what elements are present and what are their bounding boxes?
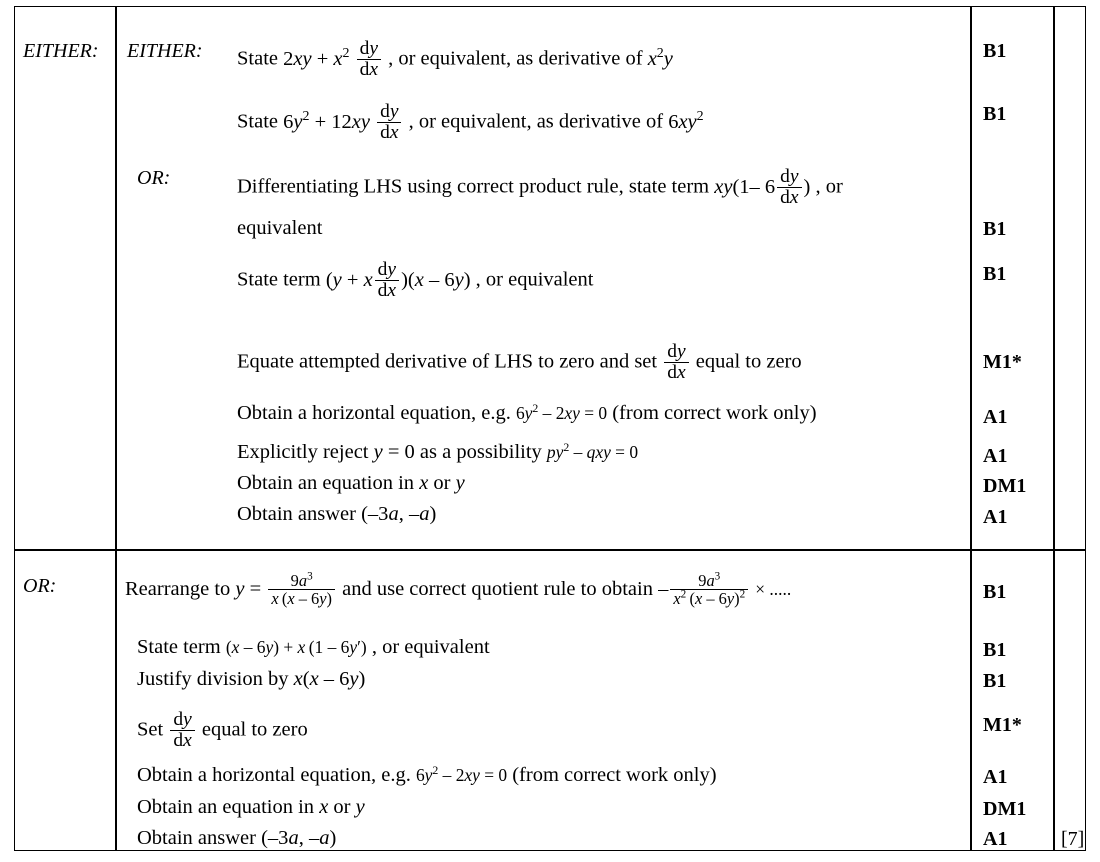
column-divider-2 (970, 7, 972, 850)
statement-text: Explicitly reject (237, 441, 369, 463)
math-expression-end: y (355, 796, 365, 818)
statement-text: Obtain a horizontal equation, e.g. (137, 764, 411, 786)
column-divider-3 (1053, 7, 1055, 850)
statement-text: Set (137, 718, 164, 741)
total-marks: [7] (1061, 828, 1085, 850)
statement-text-mid: , or equivalent, as derivative of (388, 47, 643, 70)
statement-row-5 (237, 342, 962, 384)
column-divider-1 (115, 7, 117, 850)
statement-text-mid: or (333, 796, 351, 818)
statement-row-2 (237, 102, 957, 144)
mark-cell: B1 (983, 639, 1007, 661)
math-expression: $\frac{dy}{dx}$ (168, 719, 202, 741)
statement-text-mid: or (433, 472, 451, 494)
mark-cell: DM1 (983, 475, 1027, 497)
math-expression-end: – $\frac{9a^3}{x^2 (x - 6y)^2}$ × ..... (658, 570, 792, 609)
mark-cell: B1 (983, 103, 1007, 125)
statement-row-4 (237, 260, 957, 302)
statement-text: Rearrange to (125, 578, 231, 601)
statement-text-mid: , or equivalent (371, 636, 490, 658)
math-expression-end: $x^2y$ (647, 45, 673, 70)
mark-cell: M1* (983, 714, 1022, 736)
math-expression: (y + x $\frac{dy}{dx}$ )(x – 6y) (325, 259, 476, 302)
mark-cell: B1 (983, 670, 1007, 692)
mark-cell: M1* (983, 351, 1022, 373)
statement-text-mid: (from correct work only) (612, 402, 817, 424)
statement-text-mid: (from correct work only) (512, 764, 717, 786)
statement-text: State (237, 47, 278, 70)
statement-text: Obtain an equation in (137, 796, 315, 818)
math-expression: xy(1– 6 $\frac{dy}{dx}$ ) (714, 166, 816, 209)
math-expression: $6y^2 - 2xy = 0$ (415, 763, 508, 785)
math-expression: $6y^2 + 12xy$ $\frac{dy}{dx}$ (283, 111, 408, 133)
mark-cell: A1 (983, 828, 1008, 850)
statement-text-mid: equal to zero (695, 350, 802, 373)
or-statement-row-3 (137, 668, 957, 692)
statement-text-mid: as a possibility (419, 441, 542, 463)
statement-row-1 (237, 39, 957, 81)
statement-text: Justify division by (137, 668, 289, 690)
mark-scheme-table (14, 6, 1086, 851)
statement-text: Obtain answer (237, 503, 356, 525)
or-statement-row-4 (137, 710, 957, 752)
math-expression: x(x – 6y) (293, 668, 366, 690)
statement-row-6 (237, 402, 962, 426)
or-statement-row-5 (137, 764, 957, 788)
math-expression-end: $6xy^2$ (668, 108, 704, 133)
math-expression-end: $py^2$ – qxy = 0 (546, 440, 639, 462)
statement-text: Obtain answer (137, 827, 256, 849)
statement-row-8 (237, 472, 962, 496)
label-either-inner: EITHER: (127, 40, 203, 62)
statement-text: Equate attempted derivative of LHS to zero and set (237, 350, 658, 373)
math-expression: (–3a, –a) (361, 503, 437, 525)
mark-cell: DM1 (983, 798, 1027, 820)
math-expression: x (419, 472, 429, 494)
mark-cell: B1 (983, 40, 1007, 62)
or-statement-row-2 (137, 636, 957, 660)
math-expression: y = $\frac{9a^3}{x (x - 6y)}$ (235, 578, 342, 600)
statement-text: State term (237, 268, 321, 291)
mark-cell: A1 (983, 506, 1008, 528)
statement-row-7 (237, 441, 962, 465)
or-statement-row-1 (125, 572, 960, 607)
statement-row-9 (237, 503, 962, 527)
or-statement-row-6 (137, 796, 957, 820)
statement-text-mid: equal to zero (201, 718, 308, 741)
statement-row-3-cont: equivalent (237, 217, 323, 239)
math-expression: $6y^2 - 2xy = 0$ (515, 401, 608, 423)
math-expression: (x – 6y) + x (1 – 6y′) (225, 637, 367, 657)
mark-cell: A1 (983, 445, 1008, 467)
math-expression-end: y (455, 472, 465, 494)
math-expression: x (319, 796, 329, 818)
mark-cell: A1 (983, 766, 1008, 788)
statement-text: State (237, 110, 278, 133)
label-either-outer: EITHER: (23, 40, 99, 62)
statement-text: State term (137, 636, 221, 658)
statement-text-mid: , or equivalent, as derivative of (408, 110, 664, 133)
statement-text-mid: , or (815, 175, 843, 198)
statement-text: Obtain a horizontal equation, e.g. (237, 402, 511, 424)
statement-row-3 (237, 167, 962, 209)
statement-text-mid: , or equivalent (475, 268, 594, 291)
label-or-inner: OR: (137, 167, 171, 189)
label-or-outer: OR: (23, 575, 57, 597)
mark-cell: B1 (983, 581, 1007, 603)
statement-text: Obtain an equation in (237, 472, 415, 494)
section-divider (15, 549, 1085, 551)
math-expression: $\frac{dy}{dx}$ (662, 351, 696, 373)
statement-text-mid: and use correct quotient rule to obtain (342, 578, 653, 601)
mark-cell: B1 (983, 263, 1007, 285)
statement-text: Differentiating LHS using correct product rule, state term (237, 175, 710, 198)
or-statement-row-7 (137, 827, 957, 851)
mark-cell: A1 (983, 406, 1008, 428)
math-expression: $2xy + x^2$ $\frac{dy}{dx}$ (283, 48, 388, 70)
mark-cell: B1 (983, 218, 1007, 240)
math-expression: y = 0 (373, 441, 415, 463)
math-expression: (–3a, –a) (261, 827, 337, 849)
